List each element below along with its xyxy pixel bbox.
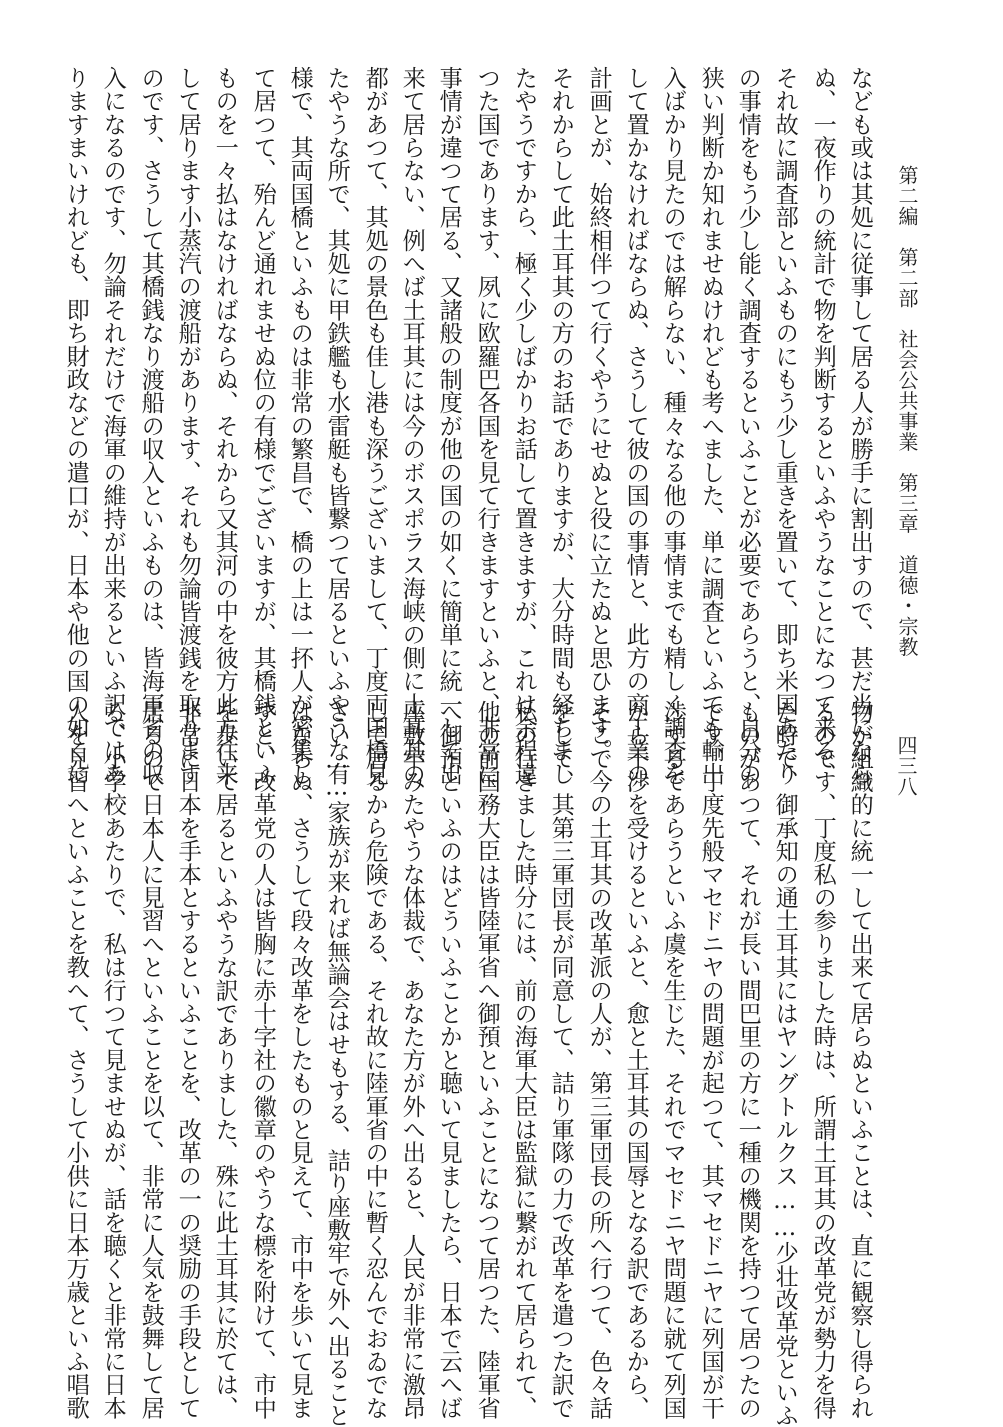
page-number: 四三八 bbox=[894, 735, 918, 797]
text-column: 入ばかり見たのでは解らない、種々なる他の事情までも精しく調査を bbox=[659, 66, 687, 786]
text-column: 渉するであらうといふ虞を生じた、それでマセドニヤ問題に就て列国 bbox=[659, 700, 687, 1420]
text-column: ものを一々払はなければならぬ、それから又其河の中を彼方此方往来 bbox=[211, 66, 239, 786]
text-column: なども或は其処に従事して居る人が勝手に割出すので、甚だ当になら bbox=[846, 66, 874, 786]
text-column: て居つて、殆んど通れませぬ位の有様でございますが、其橋銭といふ bbox=[249, 66, 277, 786]
text-column: を歩いて居るといふやうな訳でありました、殊に此土耳其に於ては、 bbox=[211, 700, 239, 1420]
text-column: るのです、丁度私の参りました時は、所謂土耳其の改革党が勢力を得 bbox=[809, 700, 837, 1420]
text-column: それ故に調査部といふものにもう少し重きを置いて、即ち米国あたり bbox=[771, 66, 799, 786]
text-column: そこで今の土耳其の改革派の人が、第三軍団長の所へ行つて、色々話 bbox=[585, 700, 613, 1420]
text-column: へ御預といふのはどういふことかと聴いて見ましたら、日本で云へば bbox=[435, 700, 463, 1420]
text-column: すと、改革党の人は皆胸に赤十字社の徽章のやうな標を附けて、市中 bbox=[249, 700, 277, 1420]
text-column: 座敷牢みたやうな体裁で、あなた方が外へ出ると、人民が非常に激昂 bbox=[398, 700, 426, 1420]
text-column: たやうな所で、其処に甲鉄艦も水雷艇も皆繋つて居るといふやうな有 bbox=[323, 66, 351, 786]
text-column: はならぬ、さうして段々改革をしたものと見えて、市中を歩いて見ま bbox=[286, 700, 314, 1420]
text-column: 私の行きました時分には、前の海軍大臣は監獄に繋がれて居られて、 bbox=[510, 700, 538, 1420]
text-column: 計画とが、始終相伴つて行くやうにせぬと役に立たぬと思ひます。 bbox=[585, 66, 613, 762]
text-column: 来て居らない、例へば土耳其には今のボスポラス海峡の側に土耳其の bbox=[398, 66, 426, 786]
text-column: のです、さうして其橋銭なり渡船の収入といふものは、皆海軍省の収 bbox=[137, 66, 165, 786]
text-column: です、丁度先般マセドニヤの問題が起つて、其マセドニヤに列国が干 bbox=[697, 700, 725, 1420]
text-column: 居るので日本人に見習へといふことを以て、非常に人気を鼓舞して居 bbox=[137, 700, 165, 1420]
text-column: た時で、御承知の通土耳其にはヤングトルクス……少壮改革党といふ bbox=[771, 700, 799, 1427]
text-column: さい……家族が来れば無論会はせもする、詰り座敷牢で外へ出ること bbox=[323, 700, 351, 1427]
text-column: 狭い判断か知れませぬけれども考へました、単に調査といふても輸出 bbox=[697, 66, 725, 786]
text-column: 都があつて、其処の景色も佳し港も深うございまして、丁度両国橋見 bbox=[361, 66, 389, 786]
text-column: 事情が違つて居る、又諸般の制度が他の国の如くに簡単に統一して出 bbox=[435, 66, 463, 786]
text-column: 物が組織的に統一して出来て居らぬといふことは、直に観察し得られ bbox=[846, 700, 874, 1420]
text-column: 非常に日本を手本とするといふことを、改革の一の奨励の手段として bbox=[174, 700, 202, 1420]
text-column: 人を見習へといふことを教へて、さうして小供に日本万歳といふ唱歌 bbox=[62, 700, 90, 1420]
text-column: りますまいけれども、即ち財政などの遣口が、日本や他の国の如くに bbox=[62, 66, 90, 786]
text-column: ぬ、一夜作りの統計で物を判断するといふやうなことになつて来る、 bbox=[809, 66, 837, 786]
text-column: 様で、其両国橋といふものは非常の繁昌で、橋の上は一抔人が密集し bbox=[286, 66, 314, 786]
text-column: の事情をもう少し能く調査するといふことが必要であらうと、自分の bbox=[734, 66, 762, 786]
text-column: 入になるのです、勿論それだけで海軍の維持が出来るといふ訳ではあ bbox=[99, 66, 127, 786]
text-column: して置かなければならぬ、さうして彼の国の事情と、此方の商工業の bbox=[622, 66, 650, 786]
text-column: して居るから危険である、それ故に陸軍省の中に暫く忍んでおゐでな bbox=[361, 700, 389, 1420]
text-column: ものがあつて、それが長い間巴里の方に一種の機関を持つて居つたの bbox=[734, 700, 762, 1420]
text-column: 他の前国務大臣は皆陸軍省へ御預といふことになつて居つた、陸軍省 bbox=[473, 700, 501, 1420]
text-column: それからして此土耳其の方のお話でありますが、大分時間も経ちまし bbox=[547, 66, 575, 786]
text-column: る、小学校あたりで、私は行つて見ませぬが、話を聴くと非常に日本 bbox=[99, 700, 127, 1420]
text-column: つた国であります、夙に欧羅巴各国を見て行きますといふと、非常に bbox=[473, 66, 501, 786]
text-column: から干渉を受けるといふと、愈と土耳其の国辱となる訳であるから、 bbox=[622, 700, 650, 1420]
running-head: 第二編 第二部 社会公共事業 第三章 道徳・宗教 bbox=[895, 165, 919, 657]
text-column: して居ります小蒸汽の渡船があります、それも勿論皆渡銭を取ります bbox=[174, 66, 202, 786]
text-column: たやうですから、極く少しばかりお話して置きますが、これは余程違 bbox=[510, 66, 538, 786]
text-column: をして、其第三軍団長が同意して、詰り軍隊の力で改革を遣つた訳で bbox=[547, 700, 575, 1420]
